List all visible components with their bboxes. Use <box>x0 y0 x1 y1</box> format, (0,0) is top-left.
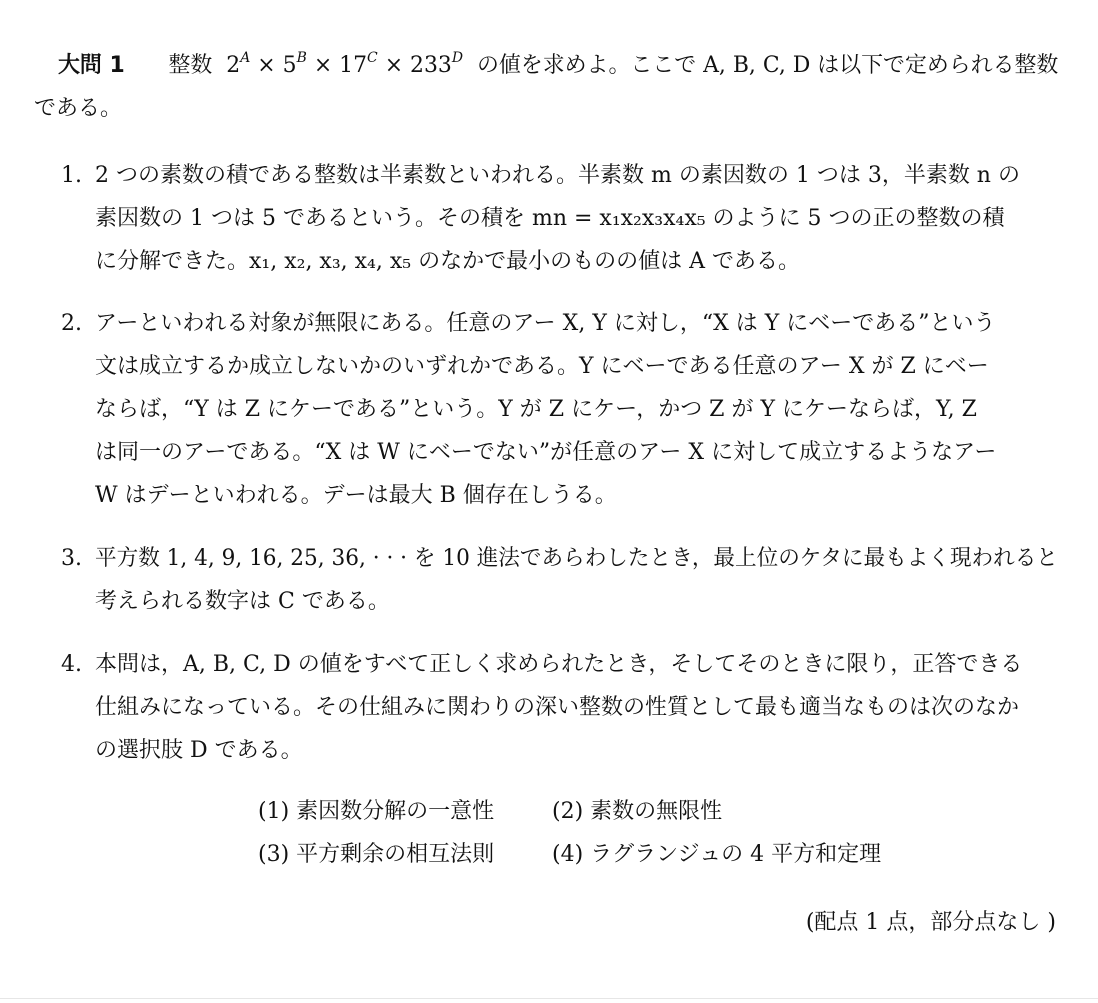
problem-heading: 大問 1 <box>58 53 125 78</box>
item-number: 3. <box>61 546 82 571</box>
choice-option: (3) 平方剰余の相互法則 <box>258 842 495 867</box>
item-4-line: 仕組みになっている。その仕組みに関わりの深い整数の性質として最も適当なものは次のなか <box>95 695 1020 720</box>
item-2-line: W はデーといわれる。デーは最大 B 個存在しうる。 <box>95 483 617 508</box>
item-4-line: 本問は，A, B, C, D の値をすべて正しく求められたとき，そしてそのときに限り，正答できる <box>95 652 1023 677</box>
page-divider <box>0 998 1098 999</box>
item-number: 1. <box>61 163 82 188</box>
item-number: 2. <box>61 311 82 336</box>
choice-option: (4) ラグランジュの 4 平方和定理 <box>552 842 882 867</box>
problem-expression: $2^A \times 5^B \times 17^C \times 233^D$ <box>226 50 464 78</box>
item-3-line: 考えられる数字は C である。 <box>95 589 390 614</box>
choice-option: (2) 素数の無限性 <box>552 799 723 824</box>
problem-statement <box>58 51 1058 81</box>
item-1-line: に分解できた。x₁, x₂, x₃, x₄, x₅ のなかで最小のものの値は A である。 <box>95 249 800 274</box>
item-2-line: アーといわれる対象が無限にある。任意のアー X, Y に対し，“X は Y にベーである”という <box>95 311 996 336</box>
item-2-line: は同一のアーである。“X は W にベーでない”が任意のアー X に対して成立するようなアー <box>95 440 997 465</box>
item-2-line: 文は成立するか成立しないかのいずれかである。Y にベーである任意のアー X が Z にベー <box>95 354 989 379</box>
item-1-line: 素因数の 1 つは 5 であるという。その積を mn = x₁x₂x₃x₄x₅ のように 5 つの正の整数の積 <box>95 206 1005 231</box>
item-2-line: ならば，“Y は Z にケーである”という。Y が Z にケー，かつ Z が Y にケーならば，Y, Z <box>95 397 977 422</box>
item-number: 4. <box>61 652 82 677</box>
score-note: (配点 1 点，部分点なし ) <box>805 910 1056 935</box>
item-1-line: 2 つの素数の積である整数は半素数といわれる。半素数 m の素因数の 1 つは 3，半素数 n の <box>95 163 1020 188</box>
problem-intro-pre: 整数 <box>168 53 213 78</box>
item-3-line: 平方数 1, 4, 9, 16, 25, 36, · · · を 10 進法であらわしたとき，最上位のケタに最もよく現われると <box>95 546 1058 571</box>
item-4-line: の選択肢 D である。 <box>95 738 303 763</box>
problem-intro-post: の値を求めよ。ここで A, B, C, D は以下で定められる整数 <box>476 53 1059 78</box>
choice-option: (1) 素因数分解の一意性 <box>258 799 495 824</box>
problem-statement-cont: である。 <box>34 96 123 121</box>
